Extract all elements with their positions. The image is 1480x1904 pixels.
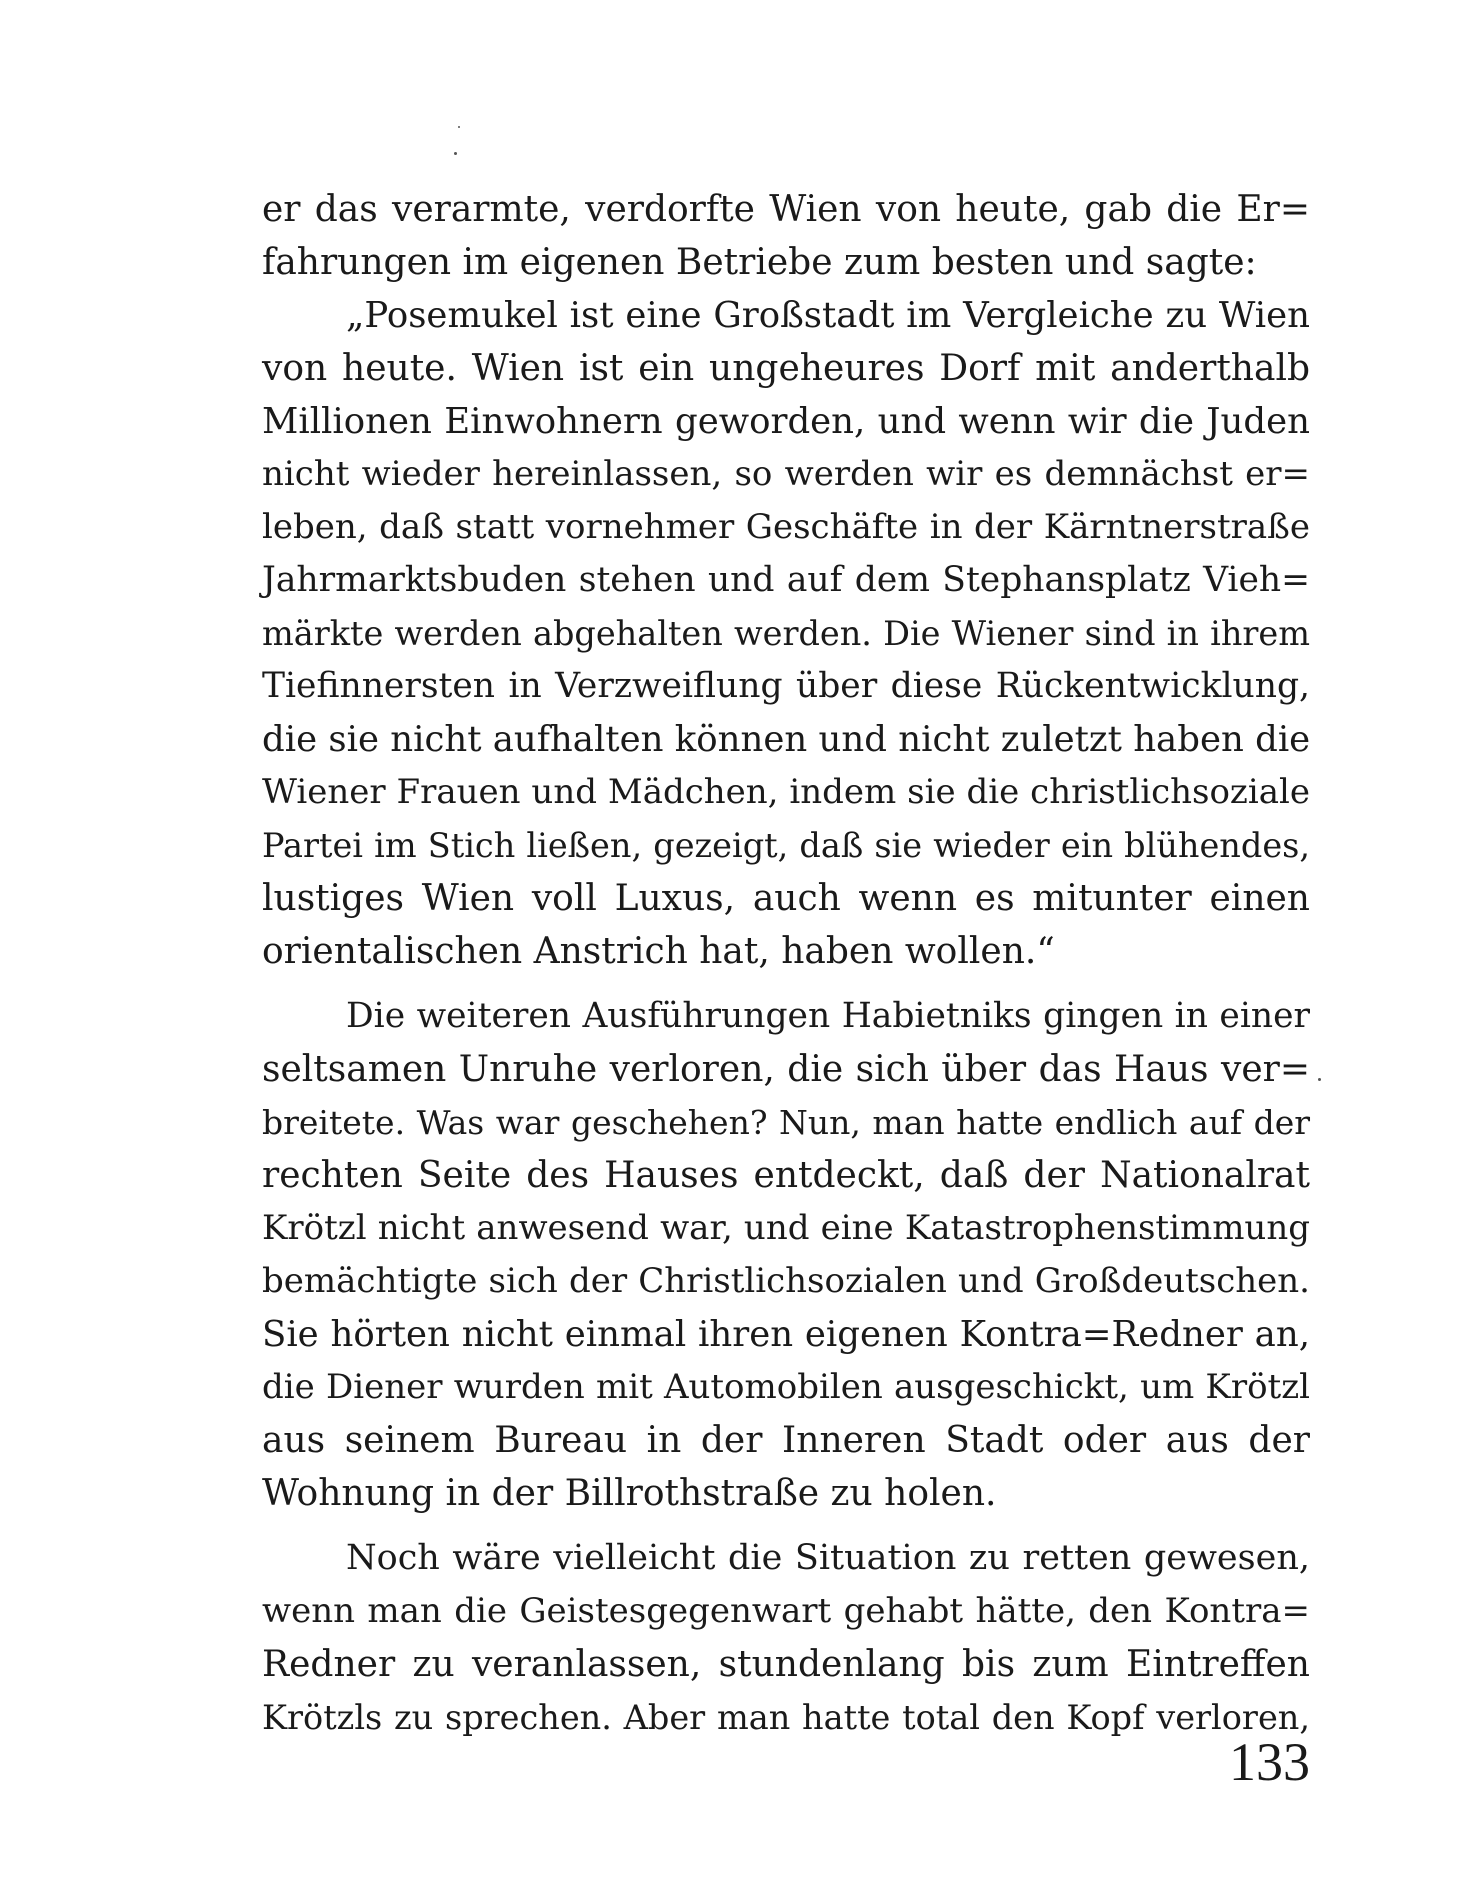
paragraph-gap bbox=[262, 978, 1310, 990]
text-line: nicht wieder hereinlassen, so werden wir es demnächst er= bbox=[262, 454, 1310, 494]
text-line: leben, daß statt vornehmer Geschäfte in der Kärntnerstraße bbox=[262, 507, 1310, 547]
text-line: er das verarmte, verdorfte Wien von heute, gab die Er= bbox=[262, 189, 1310, 230]
text-line: lustiges Wien voll Luxus, auch wenn es mitunter einen bbox=[262, 878, 1310, 919]
paragraph bbox=[262, 289, 1310, 978]
text-line: bemächtigte sich der Christlichsozialen und Großdeutschen. bbox=[262, 1261, 1310, 1301]
text-line: Wiener Frauen und Mädchen, indem sie die christlichsoziale bbox=[262, 772, 1310, 812]
paragraph bbox=[262, 1532, 1310, 1744]
text-line: „Posemukel ist eine Großstadt im Vergleiche zu Wien bbox=[346, 295, 1310, 336]
text-line: wenn man die Geistesgegenwart gehabt hätte, den Kontra= bbox=[262, 1591, 1310, 1631]
text-line: Krötzls zu sprechen. Aber man hatte total den Kopf verloren, bbox=[262, 1698, 1310, 1737]
text-line: seltsamen Unruhe verloren, die sich über das Haus ver= bbox=[262, 1049, 1310, 1090]
text-line: Krötzl nicht anwesend war, und eine Katastrophenstimmung bbox=[262, 1208, 1310, 1248]
text-line: aus seinem Bureau in der Inneren Stadt oder aus der bbox=[262, 1420, 1310, 1461]
print-speck bbox=[1318, 1078, 1321, 1081]
text-line: von heute. Wien ist ein ungeheures Dorf mit anderthalb bbox=[262, 348, 1310, 389]
text-line: Die weiteren Ausführungen Habietniks gingen in einer bbox=[346, 996, 1310, 1036]
text-line: Wohnung in der Billrothstraße zu holen. bbox=[262, 1473, 997, 1514]
body-text bbox=[262, 183, 1310, 1744]
paragraph bbox=[262, 990, 1310, 1520]
paragraph-gap bbox=[262, 1520, 1310, 1532]
text-line: fahrungen im eigenen Betriebe zum besten und sagte: bbox=[262, 242, 1257, 283]
text-line: Redner zu veranlassen, stundenlang bis zum Eintreffen bbox=[262, 1644, 1310, 1685]
print-speck bbox=[458, 126, 460, 128]
page-number: 133 bbox=[1229, 1732, 1310, 1792]
text-line: Sie hörten nicht einmal ihren eigenen Kontra=Redner an, bbox=[262, 1314, 1310, 1355]
text-line: märkte werden abgehalten werden. Die Wiener sind in ihrem bbox=[262, 614, 1310, 653]
text-line: die Diener wurden mit Automobilen ausgeschickt, um Krötzl bbox=[262, 1367, 1310, 1407]
text-line: Jahrmarktsbuden stehen und auf dem Stephansplatz Vieh= bbox=[262, 560, 1310, 600]
text-line: die sie nicht aufhalten können und nicht zuletzt haben die bbox=[262, 719, 1311, 760]
paragraph bbox=[262, 183, 1310, 289]
text-line: Partei im Stich ließen, gezeigt, daß sie wieder ein blühendes, bbox=[262, 826, 1310, 865]
text-line: breitete. Was war geschehen? Nun, man hatte endlich auf der bbox=[262, 1103, 1310, 1142]
print-speck bbox=[454, 152, 457, 155]
text-line: Noch wäre vielleicht die Situation zu retten gewesen, bbox=[346, 1538, 1310, 1578]
text-line: Tiefinnersten in Verzweiflung über diese Rückentwicklung, bbox=[262, 666, 1310, 706]
text-line: Millionen Einwohnern geworden, und wenn wir die Juden bbox=[262, 401, 1310, 442]
text-line: rechten Seite des Hauses entdeckt, daß der Nationalrat bbox=[262, 1155, 1310, 1196]
text-line: orientalischen Anstrich hat, haben wollen.“ bbox=[262, 931, 1055, 972]
